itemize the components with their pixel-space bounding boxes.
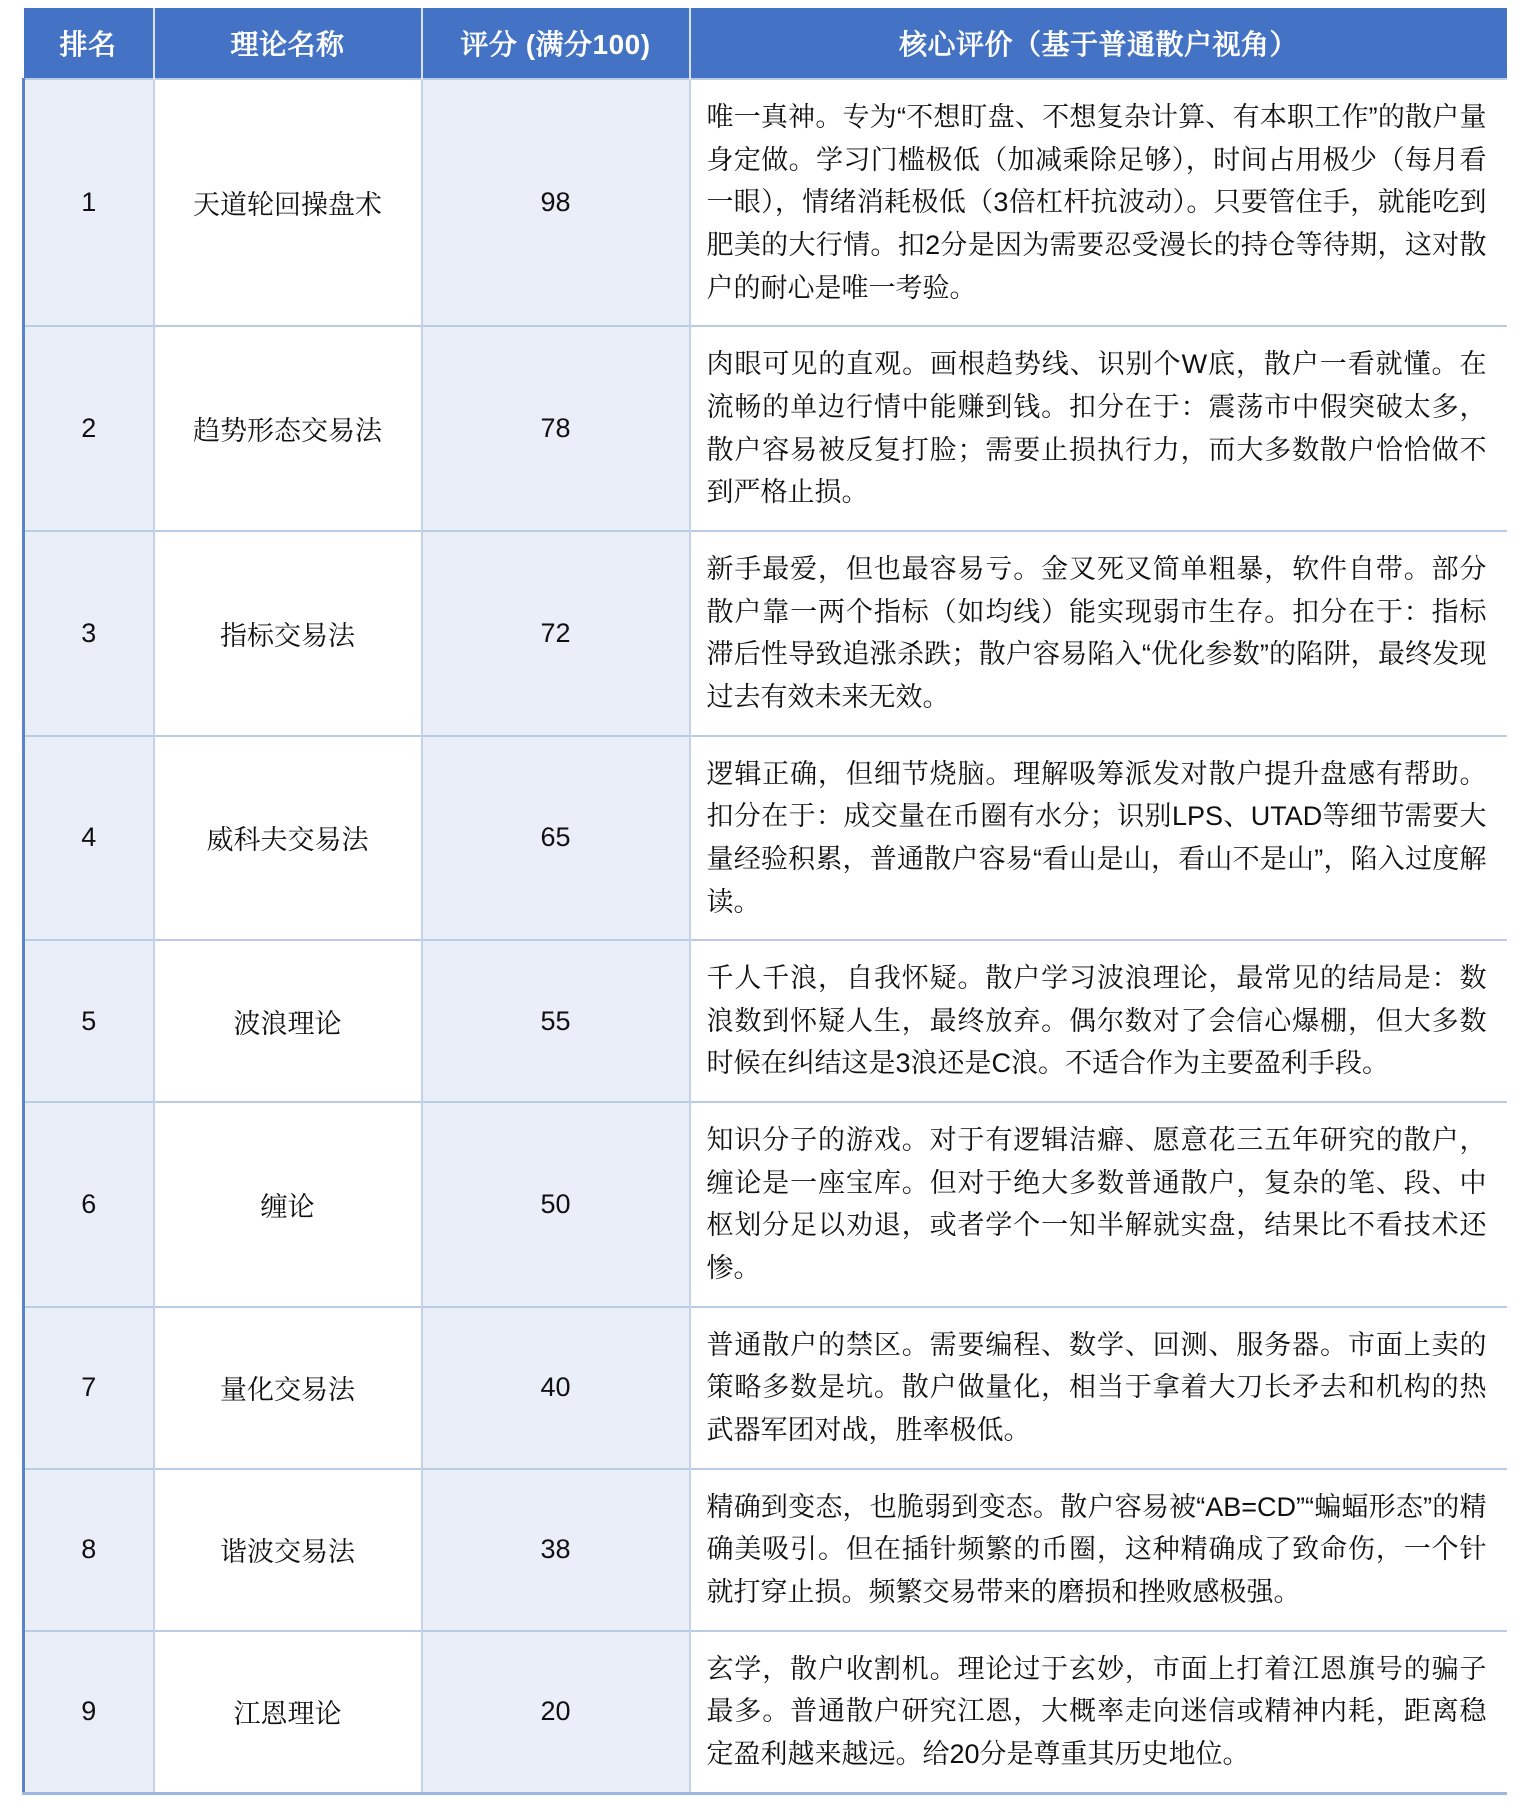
cell-theory-name bbox=[154, 1631, 422, 1793]
table-row bbox=[24, 326, 1507, 531]
cell-theory-name-text: 谐波交易法 bbox=[220, 1537, 355, 1568]
cell-rank-text: 9 bbox=[81, 1696, 97, 1727]
cell-theory-name-text: 波浪理论 bbox=[233, 1008, 342, 1039]
cell-comment bbox=[690, 531, 1507, 736]
cell-theory-name-text: 天道轮回操盘术 bbox=[193, 190, 382, 221]
cell-theory-name-text: 趋势形态交易法 bbox=[193, 416, 382, 447]
column-header-rank[interactable]: 排名 bbox=[24, 8, 154, 79]
trading-theory-ranking-table bbox=[22, 8, 1507, 1795]
cell-rank-text: 6 bbox=[81, 1188, 97, 1219]
cell-comment-text: 精确到变态，也脆弱到变态。散户容易被“AB=CD”“蝙蝠形态”的精确美吸引。但在插针频繁的币圈，这种精确成了致命伤，一个针就打穿止损。频繁交易带来的磨损和挫败感极强。 bbox=[706, 1491, 1487, 1608]
cell-theory-name bbox=[154, 940, 422, 1102]
table-body bbox=[24, 79, 1507, 1793]
cell-theory-name bbox=[154, 79, 422, 326]
cell-rank-text: 7 bbox=[81, 1372, 97, 1403]
table-row bbox=[24, 940, 1507, 1102]
cell-theory-name-text: 量化交易法 bbox=[220, 1375, 355, 1406]
cell-comment bbox=[690, 79, 1507, 326]
cell-comment bbox=[690, 1307, 1507, 1469]
cell-score-text: 98 bbox=[540, 187, 571, 218]
cell-score bbox=[422, 1469, 690, 1631]
cell-rank bbox=[24, 940, 154, 1102]
cell-rank bbox=[24, 1631, 154, 1793]
cell-rank bbox=[24, 736, 154, 941]
cell-score bbox=[422, 1631, 690, 1793]
cell-comment-text: 千人千浪，自我怀疑。散户学习波浪理论，最常见的结局是：数浪数到怀疑人生，最终放弃。偶尔数对了会信心爆棚，但大多数时候在纠结这是3浪还是C浪。不适合作为主要盈利手段。 bbox=[706, 963, 1487, 1079]
cell-comment-text: 新手最爱，但也最容易亏。金叉死叉简单粗暴，软件自带。部分散户靠一两个指标（如均线）能实现弱市生存。扣分在于：指标滞后性导致追涨杀跌；散户容易陷入“优化参数”的陷阱，最终发现过去有效未来无效。 bbox=[706, 553, 1487, 712]
cell-comment-text: 唯一真神。专为“不想盯盘、不想复杂计算、有本职工作”的散户量身定做。学习门槛极低（加减乘除足够），时间占用极少（每月看一眼），情绪消耗极低（3倍杠杆抗波动）。只要管住手，就能吃到肥美的大行情。扣2分是因为需要忍受漫长的持仓等待期，这对散户的耐心是唯一考验。 bbox=[706, 102, 1487, 303]
cell-score-text: 40 bbox=[540, 1372, 571, 1403]
cell-comment-text: 知识分子的游戏。对于有逻辑洁癖、愿意花三五年研究的散户，缠论是一座宝库。但对于绝大多数普通散户，复杂的笔、段、中枢划分足以劝退，或者学个一知半解就实盘，结果比不看技术还惨。 bbox=[706, 1125, 1487, 1284]
cell-comment bbox=[690, 1469, 1507, 1631]
table-row bbox=[24, 1631, 1507, 1793]
cell-comment bbox=[690, 736, 1507, 941]
cell-rank bbox=[24, 1307, 154, 1469]
cell-rank bbox=[24, 79, 154, 326]
cell-theory-name-text: 江恩理论 bbox=[233, 1699, 342, 1730]
cell-score bbox=[422, 1102, 690, 1307]
cell-rank-text: 1 bbox=[81, 187, 97, 218]
cell-score-text: 72 bbox=[540, 617, 571, 648]
cell-theory-name bbox=[154, 1102, 422, 1307]
header-row bbox=[24, 8, 1507, 79]
cell-rank-text: 8 bbox=[81, 1534, 97, 1565]
cell-score bbox=[422, 736, 690, 941]
cell-theory-name bbox=[154, 531, 422, 736]
cell-rank bbox=[24, 326, 154, 531]
cell-score bbox=[422, 79, 690, 326]
cell-theory-name-text: 缠论 bbox=[260, 1191, 315, 1222]
cell-score bbox=[422, 326, 690, 531]
cell-score-text: 55 bbox=[540, 1005, 571, 1036]
table-row bbox=[24, 1307, 1507, 1469]
column-header-score[interactable]: 评分 (满分100) bbox=[422, 8, 690, 79]
cell-comment bbox=[690, 940, 1507, 1102]
table-row bbox=[24, 79, 1507, 326]
table-row bbox=[24, 1102, 1507, 1307]
cell-theory-name bbox=[154, 736, 422, 941]
cell-score bbox=[422, 531, 690, 736]
cell-theory-name-text: 威科夫交易法 bbox=[206, 825, 369, 856]
cell-score bbox=[422, 1307, 690, 1469]
column-header-theory[interactable]: 理论名称 bbox=[154, 8, 422, 79]
cell-score-text: 38 bbox=[540, 1534, 571, 1565]
cell-theory-name bbox=[154, 1469, 422, 1631]
cell-comment-text: 玄学，散户收割机。理论过于玄妙，市面上打着江恩旗号的骗子最多。普通散户研究江恩，大概率走向迷信或精神内耗，距离稳定盈利越来越远。给20分是尊重其历史地位。 bbox=[706, 1653, 1487, 1769]
cell-rank-text: 3 bbox=[81, 617, 97, 648]
cell-score-text: 78 bbox=[540, 413, 571, 444]
cell-rank-text: 4 bbox=[81, 822, 97, 853]
cell-comment bbox=[690, 1102, 1507, 1307]
table-header bbox=[24, 8, 1507, 79]
cell-comment-text: 普通散户的禁区。需要编程、数学、回测、服务器。市面上卖的策略多数是坑。散户做量化，相当于拿着大刀长矛去和机构的热武器军团对战，胜率极低。 bbox=[706, 1329, 1487, 1446]
cell-comment-text: 肉眼可见的直观。画根趋势线、识别个W底，散户一看就懂。在流畅的单边行情中能赚到钱。扣分在于：震荡市中假突破太多，散户容易被反复打脸；需要止损执行力，而大多数散户恰恰做不到严格止损。 bbox=[706, 349, 1487, 508]
cell-score bbox=[422, 940, 690, 1102]
cell-score-text: 50 bbox=[540, 1188, 571, 1219]
cell-theory-name bbox=[154, 1307, 422, 1469]
column-header-comment[interactable]: 核心评价（基于普通散户视角） bbox=[690, 8, 1507, 79]
cell-score-text: 20 bbox=[540, 1696, 571, 1727]
cell-comment-text: 逻辑正确，但细节烧脑。理解吸筹派发对散户提升盘感有帮助。扣分在于：成交量在币圈有水分；识别LPS、UTAD等细节需要大量经验积累，普通散户容易“看山是山，看山不是山”，陷入过度解读。 bbox=[706, 758, 1487, 917]
cell-comment bbox=[690, 1631, 1507, 1793]
cell-rank-text: 5 bbox=[81, 1005, 97, 1036]
cell-theory-name-text: 指标交易法 bbox=[220, 620, 355, 651]
table-row bbox=[24, 531, 1507, 736]
cell-rank bbox=[24, 1102, 154, 1307]
cell-rank bbox=[24, 531, 154, 736]
cell-theory-name bbox=[154, 326, 422, 531]
table-row bbox=[24, 1469, 1507, 1631]
cell-comment bbox=[690, 326, 1507, 531]
cell-rank-text: 2 bbox=[81, 413, 97, 444]
cell-score-text: 65 bbox=[540, 822, 571, 853]
table-row bbox=[24, 736, 1507, 941]
cell-rank bbox=[24, 1469, 154, 1631]
